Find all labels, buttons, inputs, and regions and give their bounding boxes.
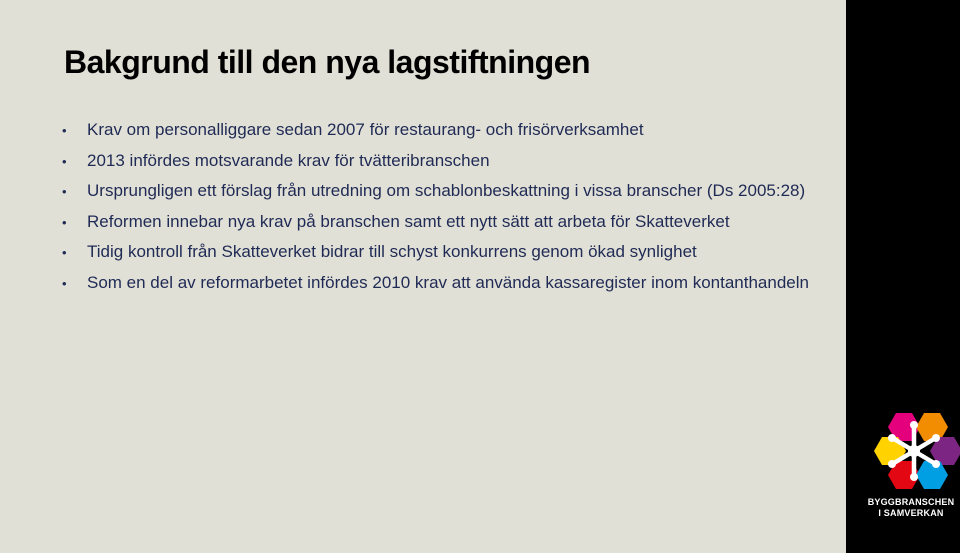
logo-line-2: I SAMVERKAN xyxy=(878,508,944,518)
bullet-item xyxy=(62,178,832,204)
logo-line-1: BYGGBRANSCHEN xyxy=(867,497,955,507)
bullet-dot-icon: • xyxy=(62,275,67,291)
bullet-text: Som en del av reformarbetet infördes 2010 krav att använda kassaregister inom kontanthandeln xyxy=(87,272,809,292)
bullet-dot-icon: • xyxy=(62,245,67,260)
bullet-item xyxy=(62,209,832,235)
byggbranschen-logo xyxy=(862,405,960,535)
logo-hex-bottom-right xyxy=(916,461,948,489)
logo-wordmark xyxy=(862,497,960,519)
bullet-dot-icon: • xyxy=(62,184,67,199)
bullet-list xyxy=(62,117,832,300)
bullet-dot-icon: • xyxy=(62,214,67,230)
logo-hex-top-right xyxy=(916,413,948,441)
bullet-item xyxy=(62,148,832,174)
bullet-text: Tidig kontroll från Skatteverket bidrar till schyst konkurrens genom ökad synlighet xyxy=(87,242,697,261)
bullet-item xyxy=(62,270,832,296)
bullet-item xyxy=(62,117,832,143)
slide-title: Bakgrund till den nya lagstiftningen xyxy=(64,44,591,80)
bullet-text: Krav om personalliggare sedan 2007 för restaurang- och frisörverksamhet xyxy=(87,120,644,139)
bullet-dot-icon: • xyxy=(62,123,67,138)
hexagon-cluster-icon xyxy=(862,405,960,495)
bullet-dot-icon: • xyxy=(62,153,67,169)
bullet-text: 2013 infördes motsvarande krav för tvätteribranschen xyxy=(87,150,490,170)
bullet-text: Ursprungligen ett förslag från utredning om schablonbeskattning i vissa branscher (Ds 2005:28) xyxy=(87,181,806,200)
bullet-text: Reformen innebar nya krav på branschen samt ett nytt sätt att arbeta för Skatteverket xyxy=(87,211,730,231)
bullet-item xyxy=(62,239,832,265)
